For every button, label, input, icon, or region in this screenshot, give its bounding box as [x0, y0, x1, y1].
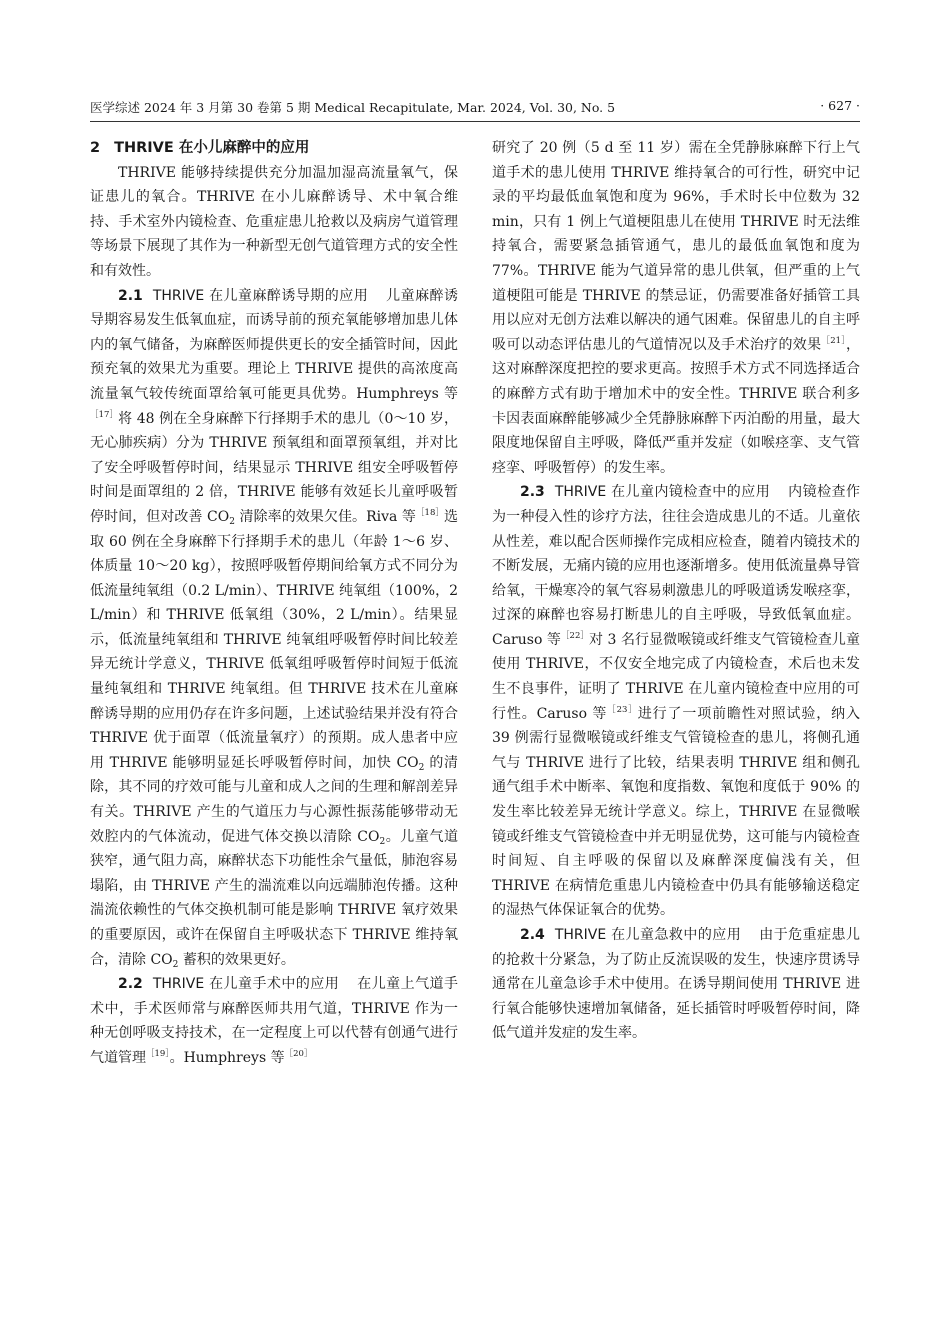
subsection-2-4: [492, 923, 860, 1046]
body-text: 选取 60 例在全身麻醉下行择期手术的患儿（年龄 1～6 岁、体质量 10～20 kg），按照呼吸暂停期间给氧方式不同分为低流量纯氧组（0.2 L/min）、THRIVE 纯氧组（100%，2 L/min）和 THRIVE 低氧组（30%，2 L/min）。结果显示，低流量纯氧组和 THRIVE 纯氧组呼吸暂停时间比较差异无统计学意义，THRIVE 低氧组呼吸暂停时间短于低流量纯氧组和 THRIVE 纯氧组。但 THRIVE 技术在儿童麻醉诱导期的应用仍存在许多问题，上述试验结果并没有符合 THRIVE 优于面罩（低流量氧疗）的预期。成人患者中应用 THRIVE 能够明显延长呼吸暂停时间，加快 CO: [90, 508, 458, 771]
subscript: 2: [229, 516, 235, 527]
section-title: THRIVE 在小儿麻醉中的应用: [114, 140, 310, 156]
subsection-title: THRIVE 在儿童麻醉诱导期的应用: [152, 287, 369, 304]
citation: ［20］: [284, 1048, 313, 1059]
subsection-title: THRIVE 在儿童手术中的应用: [152, 976, 340, 993]
subsection-number: 2.1: [118, 287, 143, 304]
left-column: [90, 136, 458, 1336]
body-text: 内镜检查作为一种侵入性的诊疗方法，往往会造成患儿的不适。儿童依从性差，难以配合医师操作完成相应检查，随着内镜技术的不断发展，无痛内镜的应用也逐渐增多。使用低流量鼻导管给氧，干燥寒冷的氧气容易刺激患儿的呼吸道诱发喉痉挛，过深的麻醉也容易打断患儿的自主呼吸，导致低氧血症。Caruso 等: [492, 484, 860, 648]
citation: ［23］: [607, 704, 638, 715]
subsection-2-2: [90, 972, 458, 1070]
body-text: 将 48 例在全身麻醉下行择期手术的患儿（0～10 岁，无心肺疾病）分为 THRIVE 预氧组和面罩预氧组，并对比了安全呼吸暂停时间，结果显示 THRIVE 组安全呼吸暂停时间是面罩组的 2 倍，THRIVE 能够有效延长儿童呼吸暂停时间，但对改善 CO: [90, 410, 458, 525]
section-number: 2: [90, 140, 101, 156]
journal-info: 医学综述 2024 年 3 月第 30 卷第 5 期 Medical Recapitulate, Mar. 2024, Vol. 30, No. 5: [90, 100, 616, 115]
body-text: 由于危重症患儿的抢救十分紧急，为了防止反流误吸的发生，快速序贯诱导通常在儿童急诊手术中使用。在诱导期间使用 THRIVE 进行氧合能够快速增加氧储备，延长插管时呼吸暂停时间，降低气道并发症的发生率。: [492, 927, 860, 1042]
right-column: [492, 136, 860, 1336]
body-text: 清除率的效果欠佳。Riva 等: [234, 508, 416, 525]
body-text: 。儿童气道狭窄，通气阻力高，麻醉状态下功能性余气量低，肺泡容易塌陷，由 THRIVE 产生的湍流难以向远端肺泡传播。这种湍流依赖性的气体交换机制可能是影响 THRIVE 氧疗效果的重要原因，或许在保留自主呼吸状态下 THRIVE 维持氧合，清除 CO: [90, 828, 458, 968]
body-text: 蓄积的效果更好。: [178, 951, 295, 968]
body-text: ，这对麻醉深度把控的要求更高。按照手术方式不同选择适合的麻醉方式有助于增加术中的安全性。THRIVE 联合利多卡因表面麻醉能够减少全凭静脉麻醉下丙泊酚的用量，最大限度地保留自主呼吸，降低严重并发症（如喉痉挛、支气管痉挛、呼吸暂停）的发生率。: [492, 336, 860, 476]
intro-paragraph: THRIVE 能够持续提供充分加温加湿高流量氧气，保证患儿的氧合。THRIVE 在小儿麻醉诱导、术中氧合维持、手术室外内镜检查、危重症患儿抢救以及病房气道管理等场景下展现了其作为一种新型无创气道管理方式的安全性和有效性。: [90, 164, 458, 279]
body-text: 。Humphreys 等: [169, 1049, 285, 1066]
subscript: 2: [418, 762, 425, 773]
body-text: 儿童麻醉诱导期容易发生低氧血症，而诱导前的预充氧能够增加患儿体内的氧气储备，为麻醉医师提供更长的安全插管时间，因此预充氧的效果尤为重要。理论上 THRIVE 提供的高浓度高流量氧气较传统面罩给氧可能更具优势。Humphreys 等: [90, 287, 458, 402]
subsection-2-2-continued: [492, 136, 860, 480]
body-text: 进行了一项前瞻性对照试验，纳入 39 例需行显微喉镜或纤维支气管镜检查的患儿，将侧孔通气与 THRIVE 进行了比较，结果表明 THRIVE 组和侧孔通气组手术中断率、氧饱和度指数、氧饱和度低于 90% 的发生率比较差异无统计学意义。综上，THRIVE 在显微喉镜或纤维支气管镜检查中并无明显优势，这可能与内镜检查时间短、自主呼吸的保留以及麻醉深度偏浅有关，但 THRIVE 在病情危重患儿内镜检查中仍具有能够输送稳定的湿热气体保证氧合的优势。: [492, 705, 860, 919]
subscript: 2: [379, 836, 386, 847]
subsection-number: 2.3: [520, 484, 545, 501]
subsection-title: THRIVE 在儿童内镜检查中的应用: [554, 484, 771, 501]
subsection-number: 2.4: [520, 927, 545, 943]
body-text: 对 3 名行显微喉镜或纤维支气管镜检查儿童使用 THRIVE，不仅安全地完成了内镜检查，术后也未发生不良事件，证明了 THRIVE 在儿童内镜检查中应用的可行性。Caruso 等: [492, 631, 860, 722]
citation: ［18］: [415, 507, 444, 518]
subsection-2-3: [492, 480, 860, 923]
citation: ［17］: [90, 409, 119, 420]
body-text: 研究了 20 例（5 d 至 11 岁）需在全凭静脉麻醉下行上气道手术的患儿使用 THRIVE 维持氧合的可行性，研究中记录的平均最低血氧饱和度为 96%，手术时长中位数为 32 min，只有 1 例上气道梗阻患儿在使用 THRIVE 时无法维持氧合，需要紧急插管通气，患儿的最低血氧饱和度为 77%。THRIVE 能为气道异常的患儿供氧，但严重的上气道梗阻可能是 THRIVE 的禁忌证，仍需要准备好插管工具用以应对无创方法难以解决的通气困难。保留患儿的自主呼吸可以动态评估患儿的气道情况以及手术治疗的效果: [492, 140, 860, 353]
body-text: 的清除，其不同的疗效可能与儿童和成人之间的生理和解剖差异有关。THRIVE 产生的气道压力与心源性振荡能够带动无效腔内的气体流动，促进气体交换以清除 CO: [90, 754, 458, 845]
body-text: 在儿童上气道手术中，手术医师常与麻醉医师共用气道，THRIVE 作为一种无创呼吸支持技术，在一定程度上可以代替有创通气进行气道管理: [90, 976, 458, 1066]
subsection-number: 2.2: [118, 976, 143, 993]
section-heading: [90, 136, 458, 161]
citation: ［19］: [146, 1048, 170, 1059]
subscript: 2: [172, 959, 179, 970]
header-rule: [90, 121, 860, 122]
running-header: [90, 98, 860, 120]
subsection-title: THRIVE 在儿童急救中的应用: [554, 927, 742, 943]
subsection-2-1: [90, 284, 458, 973]
citation: ［22］: [560, 630, 589, 641]
citation: ［21］: [821, 335, 846, 346]
page-number: · 627 ·: [820, 98, 860, 113]
